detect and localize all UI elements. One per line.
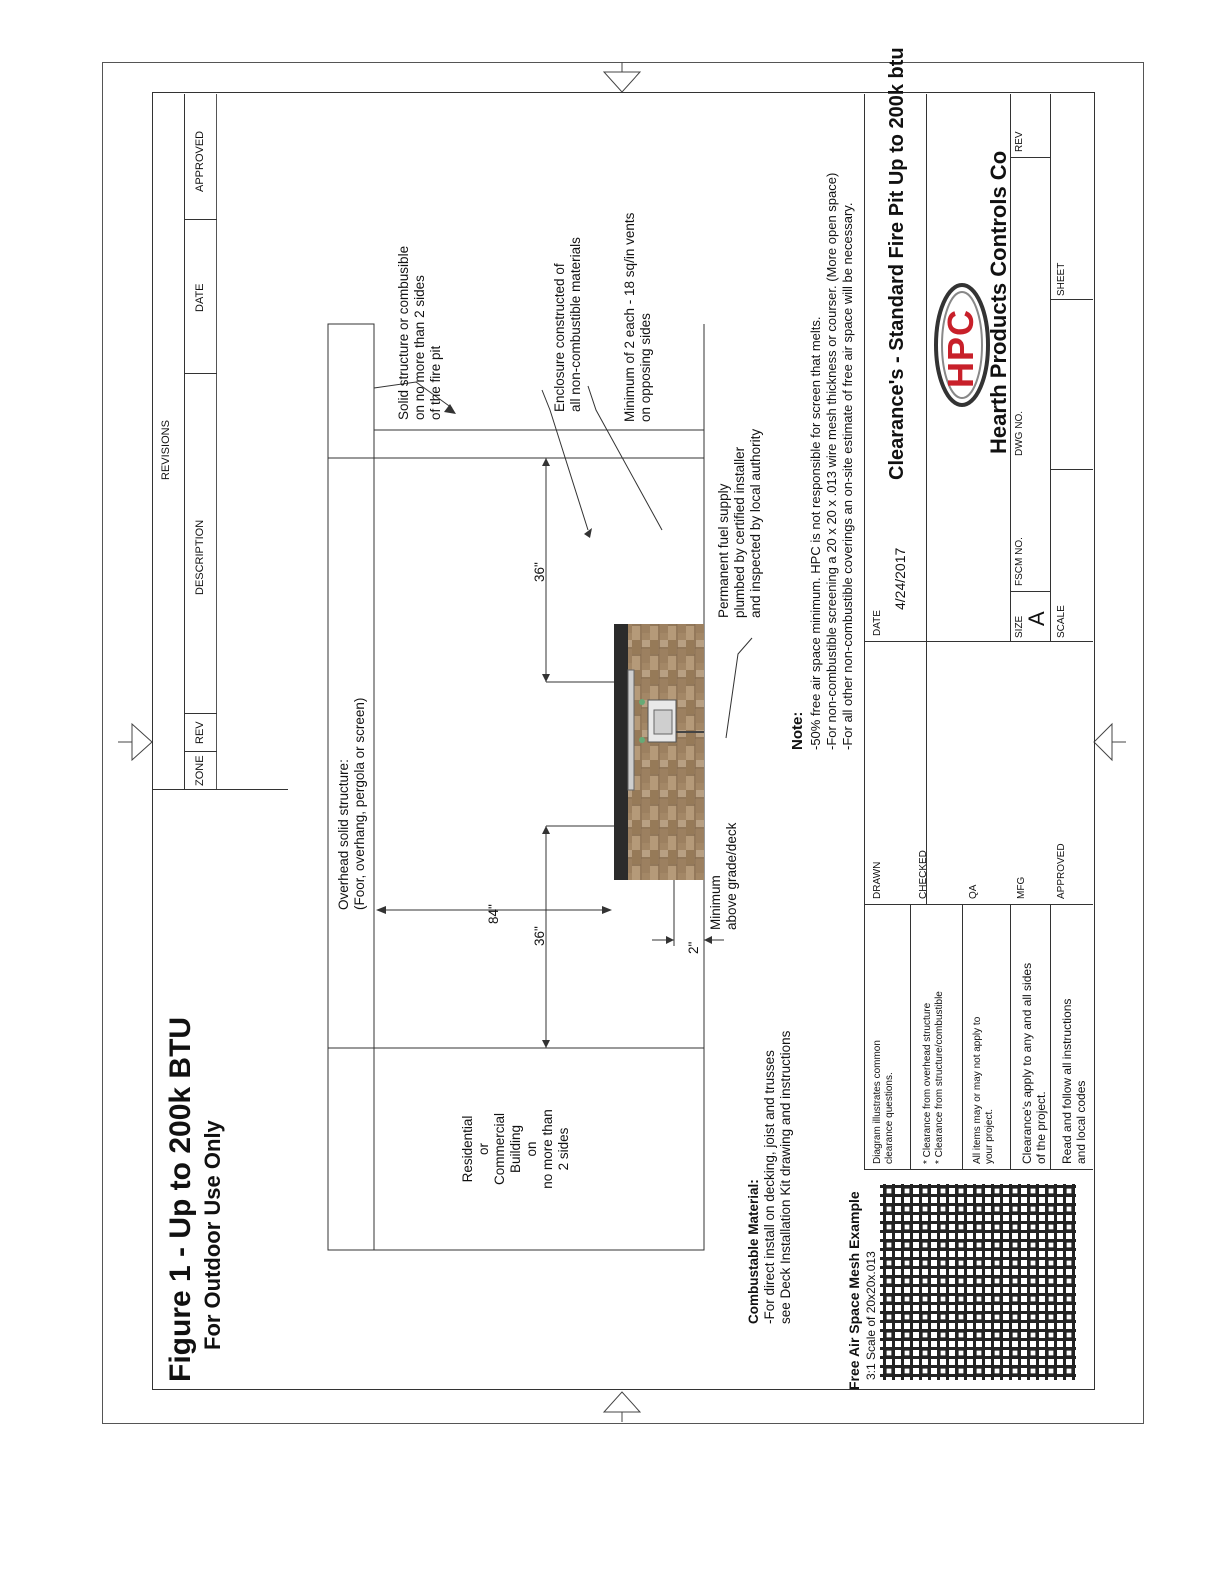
note-line-3: -For all other non-combustible coverings an on-site estimate of free air space will be necessary. bbox=[840, 202, 855, 750]
fire-pit-drawing bbox=[614, 624, 704, 880]
combustable-line-2: see Deck Installation Kit drawing and instructions bbox=[778, 1030, 793, 1324]
title-block bbox=[864, 47, 1093, 1170]
tb-rev-label: REV bbox=[1014, 131, 1025, 152]
mesh-scale: 3:1 Scale of 20x20x.013 bbox=[864, 1251, 878, 1380]
tb-drawn: DRAWN bbox=[872, 861, 883, 899]
solid-structure-label: Solid structure or combusible on no more than 2 sides of the fire pit bbox=[396, 245, 443, 420]
figure-title: Figure 1 - Up to 200k BTU bbox=[164, 1016, 197, 1382]
tb-dwg-label: DWG NO. bbox=[1014, 411, 1025, 456]
revisions-heading: REVISIONS bbox=[160, 420, 172, 480]
dim-overhead: 84" bbox=[486, 904, 501, 924]
hpc-logo-text: HPC bbox=[940, 308, 981, 388]
rev-col-zone: ZONE bbox=[194, 755, 206, 786]
building-label: Residential or Commercial Building on no more than 2 sides bbox=[460, 1109, 571, 1189]
note-heading: Note: bbox=[789, 711, 806, 750]
tb-row-3-text: All items may or may not apply to your project. bbox=[972, 1016, 995, 1164]
tb-mfg: MFG bbox=[1016, 876, 1027, 899]
fire-pit-enclosure bbox=[614, 624, 704, 880]
tb-checked: CHECKED bbox=[918, 850, 929, 899]
dim-right: 36" bbox=[532, 562, 547, 582]
mesh-example bbox=[880, 1180, 1080, 1380]
dim-above-grade: 2" bbox=[686, 941, 701, 954]
tb-company: Hearth Products Controls Co bbox=[986, 150, 1011, 454]
tb-approved: APPROVED bbox=[1056, 843, 1067, 899]
tb-size-value: A bbox=[1024, 611, 1049, 626]
tb-size-label: SIZE bbox=[1014, 615, 1025, 638]
tb-signoff-column bbox=[864, 642, 1093, 905]
fuel-supply-label: Permanent fuel supply plumbed by certified installer and inspected by local authority bbox=[716, 428, 763, 618]
overhead-label: Overhead solid structure: (Foor, overhang, pergola or screen) bbox=[336, 697, 367, 910]
tb-qa: QA bbox=[968, 884, 979, 899]
enclosure-label: Enclosure constructed of all non-combustible materials bbox=[552, 237, 583, 412]
tb-row-4-text: Clearance's apply to any and all sides of the project. bbox=[1020, 962, 1048, 1164]
rev-col-approved: APPROVED bbox=[194, 130, 206, 192]
tb-drawing-title: Clearance's - Standard Fire Pit Up to 200k btu bbox=[886, 47, 908, 480]
landscape-drawing bbox=[152, 47, 1097, 1390]
note-line-1: -50% free air space minimum. HPC is not responsible for screen that melts. bbox=[808, 316, 823, 750]
dim-left: 36" bbox=[532, 926, 547, 946]
combustable-heading: Combustable Material: bbox=[746, 1179, 761, 1324]
hpc-logo bbox=[932, 280, 992, 410]
figure-subtitle: For Outdoor Use Only bbox=[200, 1120, 225, 1350]
combustable-line-1: -For direct install on decking, joist and trusses bbox=[762, 1050, 777, 1324]
tb-row-2-text: * Clearance from overhead structure * Clearance from structure/combustible bbox=[922, 991, 945, 1164]
tb-sheet-label: SHEET bbox=[1056, 262, 1067, 296]
tb-row-1-text: Diagram illustrates common clearance questions. bbox=[872, 1040, 895, 1164]
vents-label: Minimum of 2 each - 18 sq/in vents on opposing sides bbox=[622, 212, 653, 422]
minimum-above-label: Minimum above grade/deck bbox=[708, 822, 739, 930]
tb-row-5-text: Read and follow all instructions and local codes bbox=[1060, 998, 1088, 1164]
tb-date-label: DATE bbox=[872, 610, 883, 636]
rev-col-description: DESCRIPTION bbox=[194, 519, 206, 595]
note-line-2: -For non-combustible screening a 20 x 20 x .013 wire mesh thickness or courser. (More open space) bbox=[824, 172, 839, 750]
tb-date-value: 4/24/2017 bbox=[892, 547, 908, 610]
tb-scale-label: SCALE bbox=[1056, 605, 1067, 638]
rev-col-rev: REV bbox=[194, 721, 206, 744]
tb-fscm-label: FSCM NO. bbox=[1014, 537, 1025, 586]
rev-col-date: DATE bbox=[194, 283, 206, 312]
mesh-title: Free Air Space Mesh Example bbox=[846, 1191, 862, 1390]
